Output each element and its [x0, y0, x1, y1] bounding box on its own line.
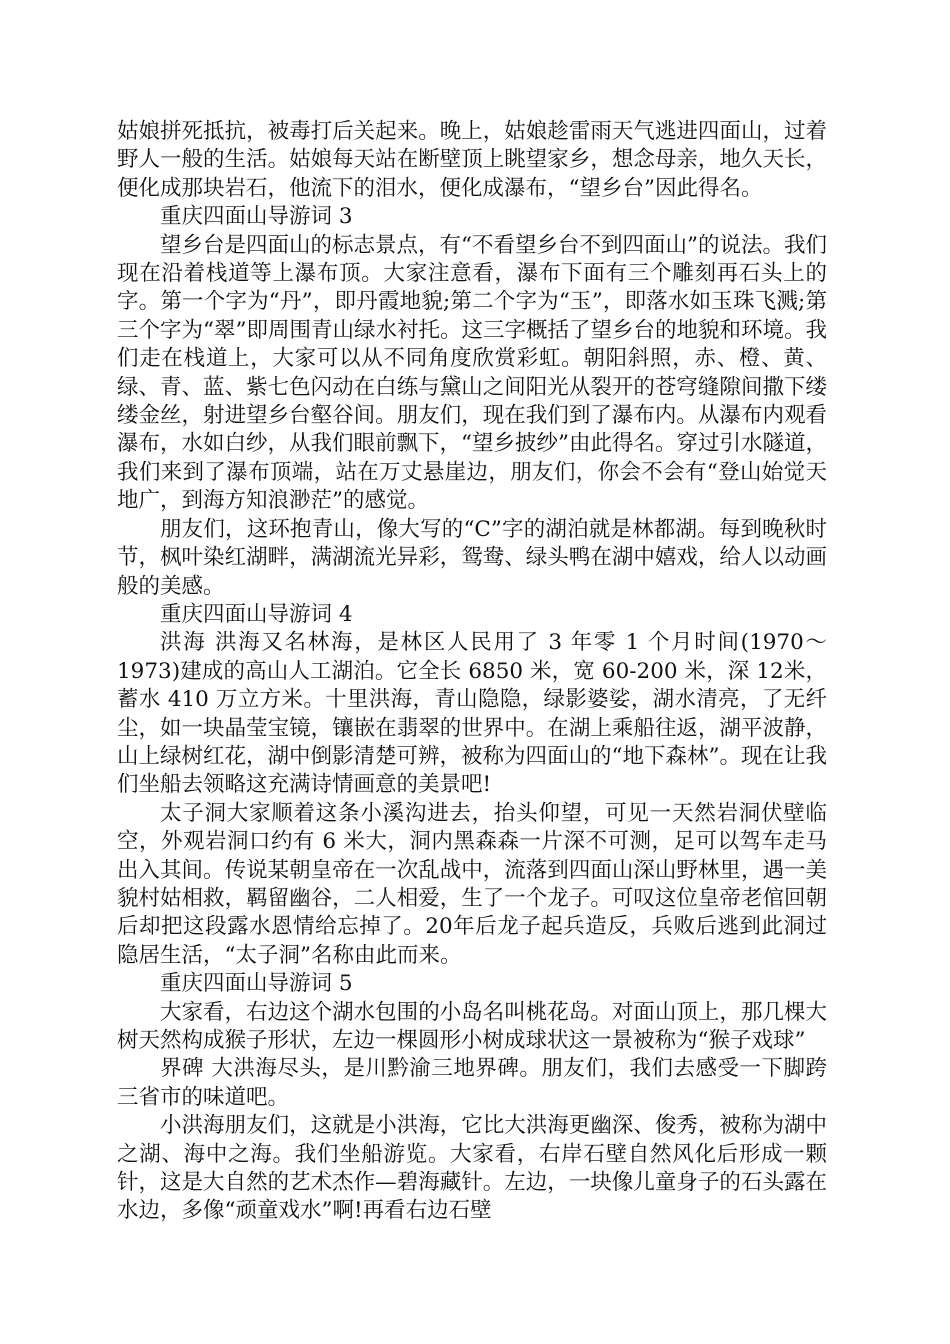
paragraph: 姑娘拼死抵抗，被毒打后关起来。晚上，姑娘趁雷雨天气逃进四面山，过着野人一般的生活。姑娘每天站在断壁顶上眺望家乡，想念母亲，地久天长，便化成那块岩石，他流下的泪水，便化成瀑布，“望乡台”因此得名。 [117, 119, 827, 201]
paragraph: 小洪海朋友们，这就是小洪海，它比大洪海更幽深、俊秀，被称为湖中之湖、海中之海。我们坐船游览。大家看，右岸石壁自然风化后形成一颗针，这是大自然的艺术杰作—碧海藏针。左边，一块像儿童身子的石头露在水边，多像“顽童戏水”啊!再看右边石壁 [117, 1113, 827, 1224]
paragraph: 洪海 洪海又名林海，是林区人民用了 3 年零 1 个月时间(1970～1973)建成的高山人工湖泊。它全长 6850 米，宽 60-200 米，深 12米，蓄水 410 万立方米。十里洪海，青山隐隐，绿影婆娑，湖水清亮，了无纤尘，如一块晶莹宝镜，镶嵌在翡翠的世界中。在湖上乘船往返，湖平波静，山上绿树红花，湖中倒影清楚可辨，被称为四面山的“地下森林”。现在让我们坐船去领略这充满诗情画意的美景吧! [117, 630, 827, 798]
document-page [117, 118, 827, 1226]
paragraph: 朋友们，这环抱青山，像大写的“C”字的湖泊就是林都湖。每到晚秋时节，枫叶染红湖畔，满湖流光异彩，鸳鸯、绿头鸭在湖中嬉戏，给人以动画般的美感。 [117, 516, 827, 599]
section-heading: 重庆四面山导游词 3 [160, 204, 353, 230]
paragraph: 大家看，右边这个湖水包围的小岛名叫桃花岛。对面山顶上，那几棵大树天然构成猴子形状，左边一棵圆形小树成球状这一景被称为“猴子戏球” [117, 999, 827, 1053]
paragraph: 太子洞大家顺着这条小溪沟进去，抬头仰望，可见一天然岩洞伏壁临空，外观岩洞口约有 6 米大，洞内黑森森一片深不可测，足可以驾车走马出入其间。传说某朝皇帝在一次乱战中，流落到四面山深山野林里，遇一美貌村姑相救，羁留幽谷，二人相爱，生了一个龙子。可叹这位皇帝老倌回朝后却把这段露水恩情给忘掉了。20年后龙子起兵造反，兵败后逃到此洞过隐居生活，“太子洞”名称由此而来。 [117, 800, 827, 968]
section-heading: 重庆四面山导游词 4 [160, 601, 353, 627]
paragraph: 望乡台是四面山的标志景点，有“不看望乡台不到四面山”的说法。我们现在沿着栈道等上瀑布顶。大家注意看，瀑布下面有三个雕刻再石头上的字。第一个字为“丹”，即丹霞地貌;第二个字为“玉”，即落水如玉珠飞溅;第三个字为“翠”即周围青山绿水衬托。这三字概括了望乡台的地貌和环境。我们走在栈道上，大家可以从不同角度欣赏彩虹。朝阳斜照，赤、橙、黄、绿、青、蓝、紫七色闪动在白练与黛山之间阳光从裂开的苍穹缝隙间撒下缕缕金丝，射进望乡台壑谷间。朋友们，现在我们到了瀑布内。从瀑布内观看瀑布，水如白纱，从我们眼前飘下，“望乡披纱”由此得名。穿过引水隧道，我们来到了瀑布顶端，站在万丈悬崖边，朋友们，你会不会有“登山始觉天地广，到海方知浪渺茫”的感觉。 [117, 232, 827, 514]
paragraph: 界碑 大洪海尽头，是川黔渝三地界碑。朋友们，我们去感受一下脚跨三省市的味道吧。 [117, 1056, 827, 1110]
section-heading: 重庆四面山导游词 5 [160, 971, 353, 997]
